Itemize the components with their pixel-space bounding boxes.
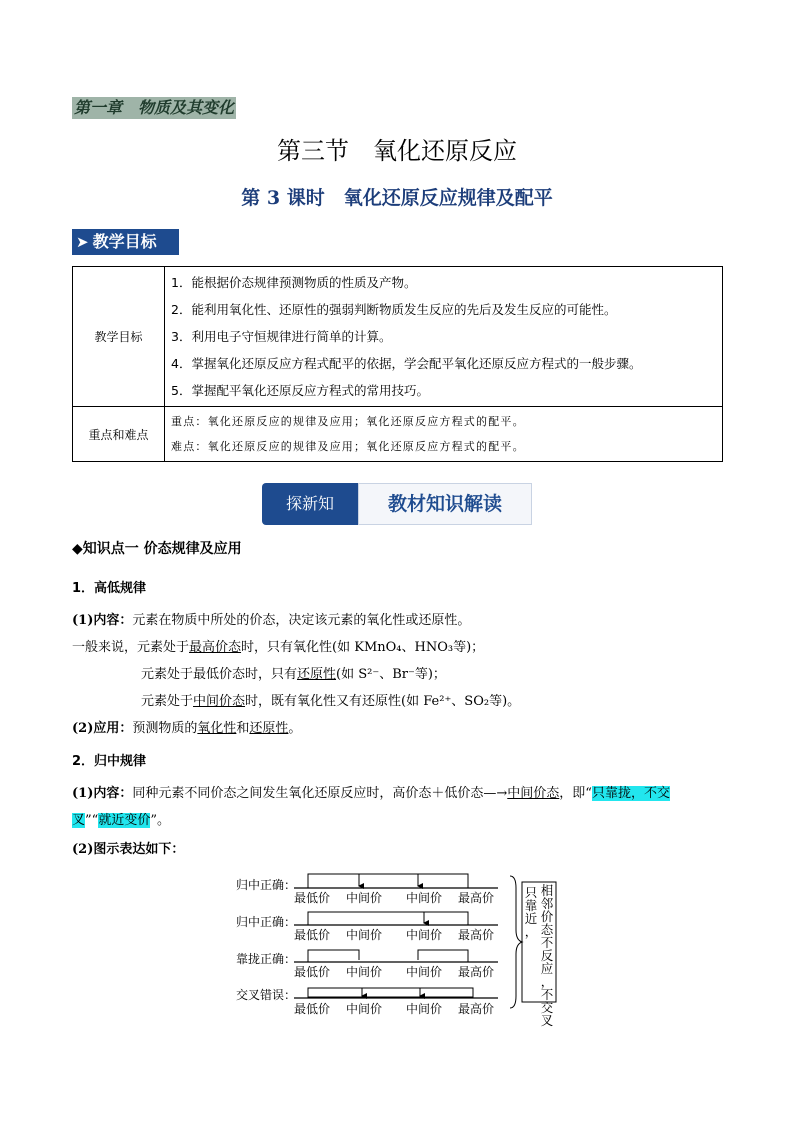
chapter-tag: 第一章 物质及其变化 [74,98,235,117]
text: (如 S²⁻、Br⁻等)； [336,667,446,682]
rule2-diagram-label: (2)图示表达如下： [72,842,185,857]
goal-item: 3．利用电子守恒规律进行简单的计算。 [171,329,392,344]
diagram-side-note-right: 相邻价态不反应，不交叉 [540,883,554,1028]
diagram-row-label: 归中正确： [236,915,297,929]
tick-label: 中间价 [406,965,443,979]
underlined-term: 中间价态 [193,694,246,709]
goals-label: 教学目标 [73,267,165,407]
highlight-text: 只靠拢，不交 [591,786,670,801]
text: ”。 [150,813,170,828]
keypoint-item: 难点：氧化还原反应的规律及应用；氧化还原反应方程式的配平。 [171,440,525,453]
keypoint-item: 重点：氧化还原反应的规律及应用；氧化还原反应方程式的配平。 [171,415,525,428]
underlined-term: 还原性 [297,667,337,682]
underlined-term: 还原性 [249,721,289,736]
tick-label: 最低价 [294,928,331,942]
arrow-right-icon: ➤ [76,233,89,251]
tick-label: 中间价 [346,1002,383,1016]
rule2-content [72,784,670,804]
diagram-row-label: 靠拢正确： [236,952,297,966]
diagram-row-label: 归中正确： [236,878,297,892]
tick-label: 最高价 [458,1002,495,1016]
tick-label: 中间价 [406,928,443,942]
rule1-content-label: (1)内容： [72,613,133,628]
tick-label: 最低价 [294,965,331,979]
keypoints-content [165,407,723,462]
tick-label: 最低价 [294,1002,331,1016]
text: 预测物质的 [132,721,198,736]
tick-label: 最高价 [458,965,495,979]
tick-label: 中间价 [346,928,383,942]
keypoints-label: 重点和难点 [73,407,165,462]
diagram-row-label: 交叉错误： [236,988,297,1002]
underlined-term: 最高价态 [189,640,242,655]
text: 时，只有氧化性(如 KMnO₄、HNO₃等)； [241,640,485,655]
underlined-term: 氧化性 [197,721,237,736]
goals-table [72,266,723,462]
text: 。 [288,721,302,736]
goal-item: 4．掌握氧化还原反应方程式配平的依据，学会配平氧化还原反应方程式的一般步骤。 [171,356,642,371]
text: 同种元素不同价态之间发生氧化还原反应时，高价态＋低价态—→ [132,786,508,801]
explore-banner-right: 教材知识解读 [358,483,532,525]
rule1-content-text: 元素在物质中所处的价态，决定该元素的氧化性或还原性。 [132,613,471,628]
rule1-app-label: (2)应用： [72,721,133,736]
goal-item: 1．能根据价态规律预测物质的性质及产物。 [171,275,417,290]
tick-label: 最低价 [294,891,331,905]
lesson-title: 第 3 课时 氧化还原反应规律及配平 [241,187,553,209]
tick-label: 中间价 [346,891,383,905]
knowledge-point-title: ◆知识点一 价态规律及应用 [72,541,242,557]
diagram-side-note-left: 只靠近， [524,885,538,939]
goals-content [165,267,723,407]
goals-banner-label: 教学目标 [92,232,157,251]
tick-label: 最高价 [458,891,495,905]
tick-label: 最高价 [458,928,495,942]
rule1-line2 [141,665,446,685]
text: 时，既有氧化性又有还原性(如 Fe²⁺、SO₂等)。 [245,694,521,709]
text: 和 [236,721,250,736]
rule1-line3 [141,692,520,712]
highlight-text: 就近变价 [98,813,151,828]
section-title: 第三节 氧化还原反应 [277,137,517,165]
text: 元素处于最低价态时，只有 [141,667,298,682]
table-row [73,267,723,407]
rule1-content [72,611,470,631]
underlined-term: 中间价态 [507,786,560,801]
goal-item: 5．掌握配平氧化还原反应方程式的常用技巧。 [171,383,429,398]
tick-label: 中间价 [346,965,383,979]
rule1-line1 [72,638,484,658]
text: 一般来说，元素处于 [72,640,190,655]
text: ，即“ [559,786,592,801]
rule2-heading: 2．归中规律 [72,754,147,769]
valence-diagram [228,868,568,1028]
goals-banner [72,229,179,255]
text: 元素处于 [141,694,194,709]
highlight-text: 叉 [72,813,86,828]
table-row [73,407,723,462]
rule1-application [72,719,301,739]
text: ”“ [85,813,99,828]
tick-label: 中间价 [406,1002,443,1016]
explore-banner-left: 探新知 [262,483,358,525]
goal-item: 2．能利用氧化性、还原性的强弱判断物质发生反应的先后及发生反应的可能性。 [171,302,617,317]
rule2-content-label: (1)内容： [72,786,133,801]
explore-banner [262,483,532,525]
rule2-content-cont [72,811,170,831]
tick-label: 中间价 [406,891,443,905]
rule1-heading: 1．高低规律 [72,581,147,596]
